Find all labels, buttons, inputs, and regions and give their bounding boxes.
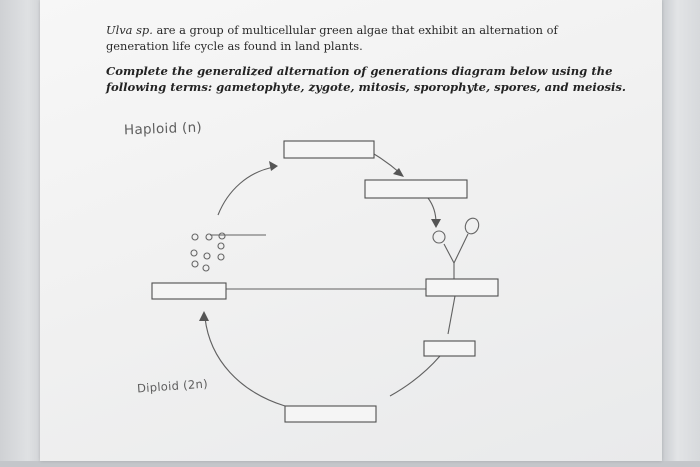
arrow-top-to-right: [374, 154, 400, 173]
gamete-left: [433, 231, 445, 243]
spore-circle: [192, 234, 198, 240]
spore-circle: [218, 243, 224, 249]
arrowhead-left: [199, 311, 209, 321]
arc-right-to-bottom: [390, 356, 440, 396]
blank-box-left[interactable]: [152, 283, 226, 299]
worksheet-page: [40, 0, 662, 461]
blank-box-right-upper[interactable]: [365, 180, 467, 198]
zygote-to-mitosis-line: [448, 296, 455, 334]
arrowhead-top: [269, 161, 278, 171]
screen-bezel-bottom: [0, 461, 700, 467]
blank-box-right-lower[interactable]: [424, 341, 475, 356]
arrowhead-right: [393, 168, 404, 177]
species-name: Ulva sp.: [106, 23, 153, 37]
haploid-label: Haploid (n): [123, 119, 203, 139]
spore-circle: [218, 254, 224, 260]
gamete-right: [463, 216, 481, 235]
spore-circle: [204, 253, 210, 259]
arrow-to-top-box: [218, 167, 274, 215]
screen-bezel-right: [662, 0, 700, 467]
blank-box-bottom[interactable]: [285, 406, 376, 422]
spore-circle: [191, 250, 197, 256]
diploid-label: Diploid (2n): [136, 376, 209, 396]
blank-box-zygote[interactable]: [426, 279, 498, 296]
spore-circle: [219, 233, 225, 239]
task-instructions: Complete the generalized alternation of generations diagram below using the following terms: gametophyte, zygote, mitosis, sporophyte, spores, and meiosis.: [106, 64, 626, 94]
blank-box-top[interactable]: [284, 141, 374, 158]
spore-circle: [206, 234, 212, 240]
intro-text: are a group of multicellular green algae that exhibit an alternation of generation life cycle as found in land plants.: [106, 23, 558, 53]
spore-circle: [203, 265, 209, 271]
arc-bottom-to-left: [205, 318, 285, 406]
arrowhead-gametes: [431, 219, 441, 228]
gamete-fusion-lines: [444, 234, 468, 263]
screen-bezel-left: [0, 0, 40, 467]
life-cycle-diagram: [40, 0, 662, 461]
spore-circle: [192, 261, 198, 267]
